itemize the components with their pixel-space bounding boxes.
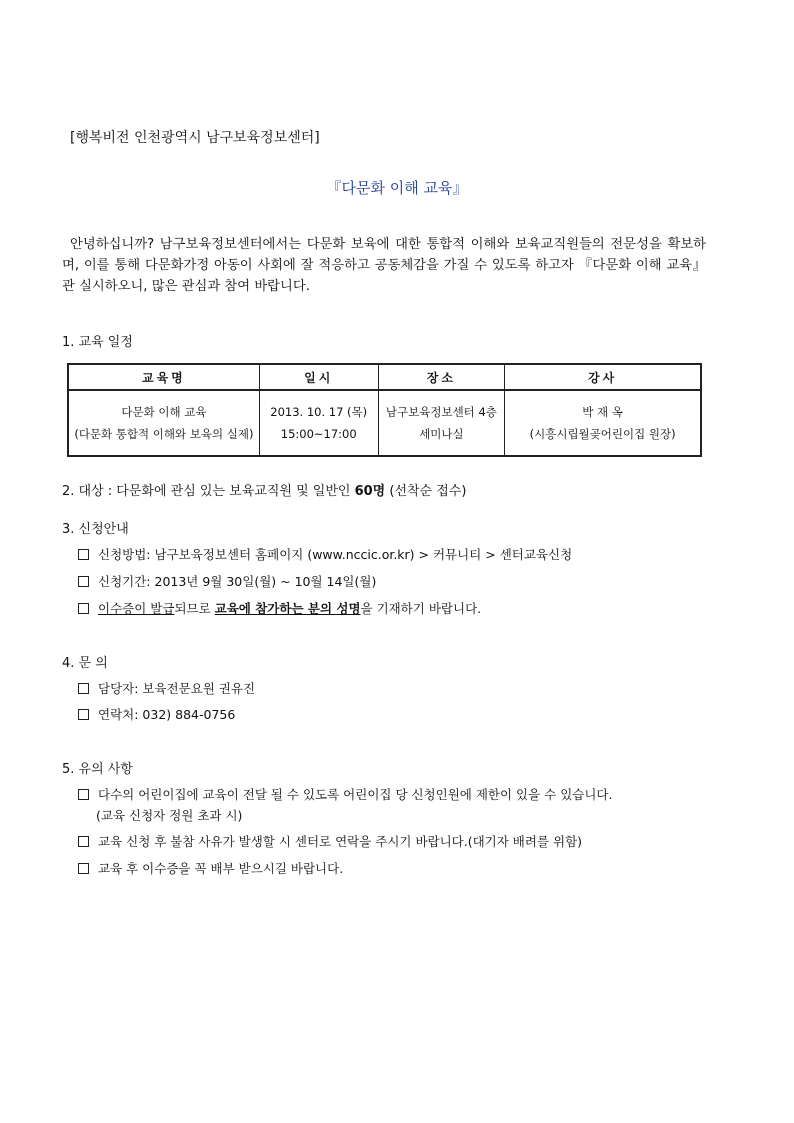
section5-heading: 5. 유의 사항 (62, 762, 133, 777)
checkbox-square-icon (78, 603, 89, 614)
apply-method-item (78, 545, 572, 563)
apply-note-tail: 을 기재하기 바랍니다. (360, 601, 482, 616)
header-course: 교육명 (68, 364, 259, 390)
target-count: 60명 (354, 484, 386, 499)
schedule-table (67, 363, 702, 457)
checkbox-square-icon (78, 549, 89, 560)
checkbox-square-icon (78, 836, 89, 847)
place-building: 남구보육정보센터 4층 (385, 405, 497, 419)
course-date: 2013. 10. 17 (목) (270, 405, 368, 419)
lecturer-name: 박 재 옥 (582, 405, 623, 419)
apply-method-text: 신청방법: 남구보육정보센터 홈페이지 (www.nccic.or.kr) > 커뮤니티 > 센터교육신청 (98, 547, 573, 562)
cell-place (378, 390, 505, 456)
apply-note-text: 되므로 (174, 601, 215, 616)
apply-period-item (78, 572, 376, 590)
target-note: (선착순 접수) (385, 484, 467, 499)
checkbox-square-icon (78, 683, 89, 694)
course-time: 15:00~17:00 (280, 427, 357, 441)
checkbox-square-icon (78, 863, 89, 874)
cell-course (68, 390, 259, 456)
section4-heading: 4. 문 의 (62, 656, 108, 671)
contact-person-item (78, 679, 255, 697)
note1-subtext: (교육 신청자 정원 초과 시) (96, 808, 243, 823)
target-text: 2. 대상 : 다문화에 관심 있는 보육교직원 및 일반인 (62, 484, 355, 499)
cell-datetime (259, 390, 378, 456)
place-room: 세미나실 (419, 427, 464, 441)
document-title: 『다문화 이해 교육』 (326, 179, 468, 197)
header-place: 장소 (378, 364, 505, 390)
header-lecturer: 강사 (505, 364, 701, 390)
intro-paragraph (62, 234, 706, 297)
intro-text: 안녕하십니까? 남구보육정보센터에서는 다문화 보육에 대한 통합적 이해와 보육교직원들의 전문성을 확보하며, 이를 통해 다문화가정 아동이 사회에 잘 적응하고 공동체감을 가질 수 있도록 하고자 『다문화 이해 교육』관 실시하오니, 많은 관심과 참여 바랍니다. (62, 237, 706, 294)
contact-phone-text: 연락처: 032) 884-0756 (98, 707, 236, 722)
checkbox-square-icon (78, 576, 89, 587)
section3-heading: 3. 신청안내 (62, 522, 129, 537)
contact-person-text: 담당자: 보육전문요원 권유진 (98, 681, 256, 696)
course-subtitle: (다문화 통합적 이해와 보육의 실제) (74, 427, 254, 441)
checkbox-square-icon (78, 709, 89, 720)
checkbox-square-icon (78, 789, 89, 800)
note1-text: 다수의 어린이집에 교육이 전달 될 수 있도록 어린이집 당 신청인원에 제한이 있을 수 있습니다. (98, 787, 613, 802)
apply-note-underlined: 이수증이 발급 (98, 601, 175, 616)
apply-note-item (78, 599, 481, 617)
contact-phone-item (78, 705, 235, 723)
table-header-row (68, 364, 701, 390)
note3-text: 교육 후 이수증을 꼭 배부 받으시길 바랍니다. (98, 861, 344, 876)
table-row (68, 390, 701, 456)
lecturer-affiliation: (시흥시립월곶어린이집 원장) (529, 427, 676, 441)
apply-period-text: 신청기간: 2013년 9월 30일(월) ~ 10월 14일(월) (98, 574, 377, 589)
section2-target (62, 480, 466, 499)
note2-item (78, 832, 582, 850)
section1-heading: 1. 교육 일정 (62, 335, 133, 350)
header-datetime: 일시 (259, 364, 378, 390)
organization-line: [행복비전 인천광역시 남구보육정보센터] (70, 130, 320, 146)
note1-item (78, 785, 612, 803)
course-name: 다문화 이해 교육 (121, 405, 207, 419)
note3-item (78, 859, 343, 877)
cell-lecturer (505, 390, 701, 456)
note2-text: 교육 신청 후 불참 사유가 발생할 시 센터로 연락을 주시기 바랍니다.(대기자 배려를 위함) (98, 834, 583, 849)
apply-note-emphasis: 교육에 참가하는 분의 성명 (214, 601, 361, 616)
